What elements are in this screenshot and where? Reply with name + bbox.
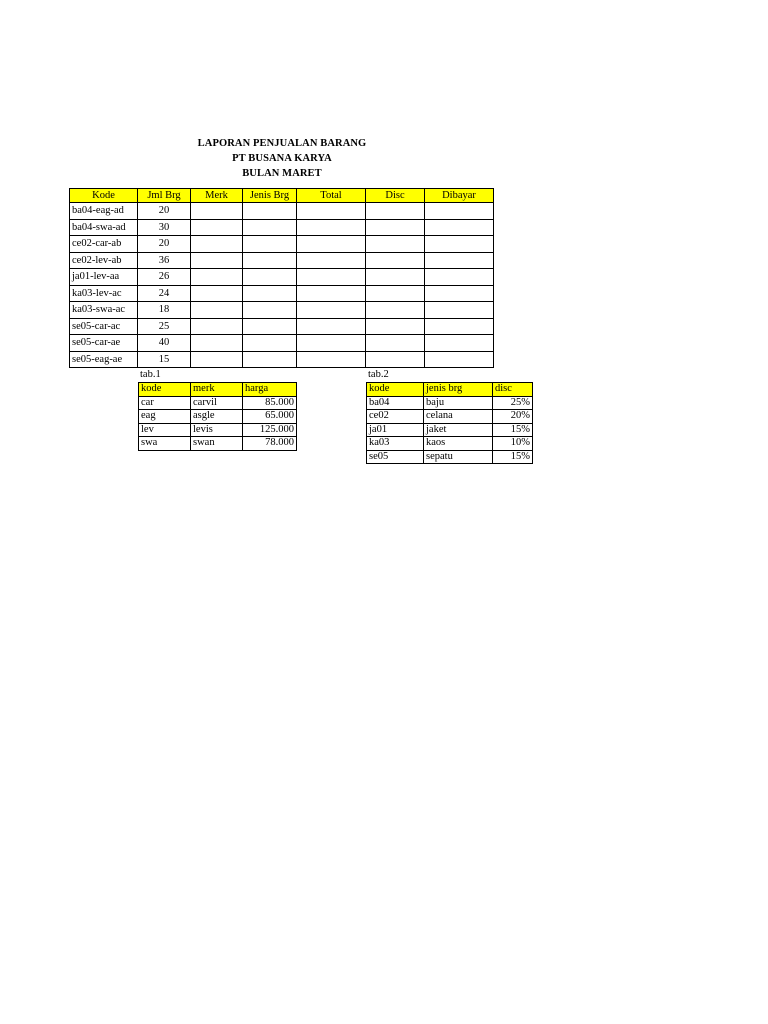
tab1-merk-cell[interactable]: carvil (191, 396, 243, 410)
tab2-header-jenis-brg: jenis brg (424, 383, 493, 397)
jenis-cell[interactable] (243, 252, 297, 269)
tab2-disc-cell[interactable]: 15% (493, 423, 533, 437)
table-row (139, 396, 297, 410)
jenis-cell[interactable] (243, 219, 297, 236)
tab1-kode-cell[interactable]: car (139, 396, 191, 410)
tab2-disc-cell[interactable]: 10% (493, 437, 533, 451)
merk-cell[interactable] (191, 318, 243, 335)
table-row (70, 302, 494, 319)
dibayar-cell[interactable] (425, 236, 494, 253)
disc-cell[interactable] (366, 269, 425, 286)
jenis-cell[interactable] (243, 236, 297, 253)
jml-cell[interactable]: 15 (138, 351, 191, 368)
tab2-jenis-cell[interactable]: kaos (424, 437, 493, 451)
tab1-header-kode: kode (139, 383, 191, 397)
header-jml-brg: Jml Brg (138, 189, 191, 203)
report-period: BULAN MARET (242, 168, 322, 179)
merk-cell[interactable] (191, 236, 243, 253)
merk-cell[interactable] (191, 335, 243, 352)
kode-cell[interactable]: ba04-eag-ad (70, 203, 138, 220)
merk-cell[interactable] (191, 351, 243, 368)
merk-cell[interactable] (191, 269, 243, 286)
jml-cell[interactable]: 24 (138, 285, 191, 302)
jenis-cell[interactable] (243, 203, 297, 220)
jml-cell[interactable]: 36 (138, 252, 191, 269)
tab1-harga-cell[interactable]: 65.000 (243, 410, 297, 424)
tab2-kode-cell[interactable]: ce02 (367, 410, 424, 424)
dibayar-cell[interactable] (425, 203, 494, 220)
kode-cell[interactable]: ka03-lev-ac (70, 285, 138, 302)
total-cell[interactable] (297, 318, 366, 335)
jml-cell[interactable]: 30 (138, 219, 191, 236)
tab2-disc-cell[interactable]: 20% (493, 410, 533, 424)
total-cell[interactable] (297, 219, 366, 236)
table-row (139, 437, 297, 451)
total-cell[interactable] (297, 203, 366, 220)
report-title-block (180, 136, 384, 181)
tab1-header (139, 383, 297, 397)
disc-cell[interactable] (366, 203, 425, 220)
jenis-cell[interactable] (243, 318, 297, 335)
company-name: PT BUSANA KARYA (232, 153, 332, 164)
table-row (70, 351, 494, 368)
tab1-harga-cell[interactable]: 85.000 (243, 396, 297, 410)
jenis-reference-table (366, 382, 533, 464)
sales-table-header (70, 189, 494, 203)
tab2-header-disc: disc (493, 383, 533, 397)
jenis-cell[interactable] (243, 335, 297, 352)
total-cell[interactable] (297, 335, 366, 352)
tab1-harga-cell[interactable]: 78.000 (243, 437, 297, 451)
header-disc: Disc (366, 189, 425, 203)
merk-cell[interactable] (191, 285, 243, 302)
tab2-header (367, 383, 533, 397)
table-row (367, 410, 533, 424)
tab2-jenis-cell[interactable]: celana (424, 410, 493, 424)
tab2-kode-cell[interactable]: ba04 (367, 396, 424, 410)
dibayar-cell[interactable] (425, 285, 494, 302)
tab1-merk-cell[interactable]: asgle (191, 410, 243, 424)
jenis-cell[interactable] (243, 285, 297, 302)
table-row (70, 318, 494, 335)
total-cell[interactable] (297, 269, 366, 286)
disc-cell[interactable] (366, 236, 425, 253)
header-dibayar: Dibayar (425, 189, 494, 203)
kode-cell[interactable]: ja01-lev-aa (70, 269, 138, 286)
dibayar-cell[interactable] (425, 318, 494, 335)
tab1-kode-cell[interactable]: lev (139, 423, 191, 437)
dibayar-cell[interactable] (425, 219, 494, 236)
tab2-label: tab.2 (368, 369, 389, 380)
tab1-merk-cell[interactable]: levis (191, 423, 243, 437)
merk-cell[interactable] (191, 302, 243, 319)
tab2-jenis-cell[interactable]: jaket (424, 423, 493, 437)
tab1-header-harga: harga (243, 383, 297, 397)
jml-cell[interactable]: 40 (138, 335, 191, 352)
total-cell[interactable] (297, 351, 366, 368)
merk-cell[interactable] (191, 203, 243, 220)
jml-cell[interactable]: 26 (138, 269, 191, 286)
tab2-kode-cell[interactable]: se05 (367, 450, 424, 464)
kode-cell[interactable]: ka03-swa-ac (70, 302, 138, 319)
tab2-jenis-cell[interactable]: baju (424, 396, 493, 410)
disc-cell[interactable] (366, 335, 425, 352)
dibayar-cell[interactable] (425, 269, 494, 286)
kode-cell[interactable]: se05-car-ae (70, 335, 138, 352)
jml-cell[interactable]: 25 (138, 318, 191, 335)
jml-cell[interactable]: 18 (138, 302, 191, 319)
tab2-kode-cell[interactable]: ka03 (367, 437, 424, 451)
table-row (139, 410, 297, 424)
tab1-kode-cell[interactable]: swa (139, 437, 191, 451)
merk-reference-table (138, 382, 297, 451)
header-kode: Kode (70, 189, 138, 203)
tab1-harga-cell[interactable]: 125.000 (243, 423, 297, 437)
tab2-jenis-cell[interactable]: sepatu (424, 450, 493, 464)
disc-cell[interactable] (366, 219, 425, 236)
disc-cell[interactable] (366, 302, 425, 319)
merk-cell[interactable] (191, 219, 243, 236)
kode-cell[interactable]: se05-car-ac (70, 318, 138, 335)
table-row (367, 423, 533, 437)
table-row (70, 269, 494, 286)
kode-cell[interactable]: ce02-lev-ab (70, 252, 138, 269)
table-row (70, 203, 494, 220)
header-total: Total (297, 189, 366, 203)
disc-cell[interactable] (366, 252, 425, 269)
report-title: LAPORAN PENJUALAN BARANG (197, 138, 367, 149)
table-row (139, 423, 297, 437)
table-row (70, 285, 494, 302)
jenis-cell[interactable] (243, 351, 297, 368)
tab1-merk-cell[interactable]: swan (191, 437, 243, 451)
kode-cell[interactable]: se05-eag-ae (70, 351, 138, 368)
table-row (70, 252, 494, 269)
dibayar-cell[interactable] (425, 335, 494, 352)
tab2-disc-cell[interactable]: 25% (493, 396, 533, 410)
table-row (367, 450, 533, 464)
table-row (70, 335, 494, 352)
total-cell[interactable] (297, 252, 366, 269)
merk-cell[interactable] (191, 252, 243, 269)
tab1-label: tab.1 (140, 369, 161, 380)
header-merk: Merk (191, 189, 243, 203)
tab2-header-kode: kode (367, 383, 424, 397)
total-cell[interactable] (297, 285, 366, 302)
jenis-cell[interactable] (243, 269, 297, 286)
table-row (70, 236, 494, 253)
jml-cell[interactable]: 20 (138, 203, 191, 220)
disc-cell[interactable] (366, 351, 425, 368)
sales-table (69, 188, 494, 368)
tab1-kode-cell[interactable]: eag (139, 410, 191, 424)
dibayar-cell[interactable] (425, 252, 494, 269)
dibayar-cell[interactable] (425, 302, 494, 319)
header-jenis-brg: Jenis Brg (243, 189, 297, 203)
total-cell[interactable] (297, 302, 366, 319)
tab1-header-merk: merk (191, 383, 243, 397)
kode-cell[interactable]: ba04-swa-ad (70, 219, 138, 236)
jenis-cell[interactable] (243, 302, 297, 319)
disc-cell[interactable] (366, 318, 425, 335)
table-row (367, 396, 533, 410)
tab2-disc-cell[interactable]: 15% (493, 450, 533, 464)
total-cell[interactable] (297, 236, 366, 253)
kode-cell[interactable]: ce02-car-ab (70, 236, 138, 253)
jml-cell[interactable]: 20 (138, 236, 191, 253)
table-row (70, 219, 494, 236)
tab2-kode-cell[interactable]: ja01 (367, 423, 424, 437)
table-row (367, 437, 533, 451)
dibayar-cell[interactable] (425, 351, 494, 368)
disc-cell[interactable] (366, 285, 425, 302)
